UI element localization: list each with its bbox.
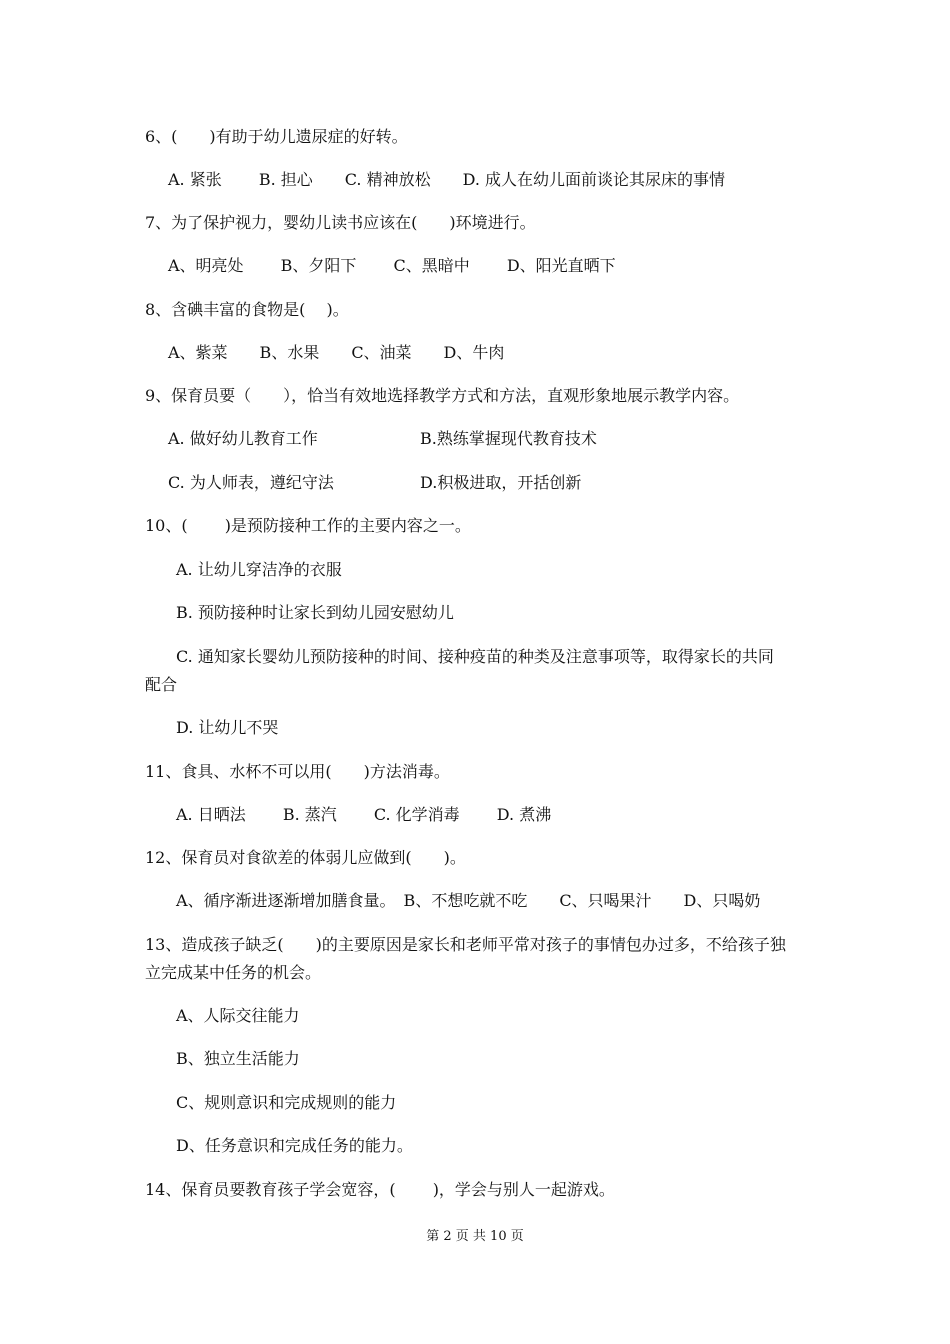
question-12-options: A、循序渐进逐渐增加膳食量。 B、不想吃就不吃 C、只喝果汁 D、只喝奶	[176, 891, 761, 910]
question-13-option-d: D、任务意识和完成任务的能力。	[176, 1136, 413, 1155]
question-10-option-b: B. 预防接种时让家长到幼儿园安慰幼儿	[176, 603, 454, 622]
question-14-stem: 14、保育员要教育孩子学会宽容，( )，学会与别人一起游戏。	[145, 1180, 615, 1199]
question-9-stem: 9、保育员要（ ），恰当有效地选择教学方式和方法，直观形象地展示教学内容。	[145, 386, 740, 405]
question-11-options: A. 日晒法 B. 蒸汽 C. 化学消毒 D. 煮沸	[176, 805, 552, 824]
question-6-options: A. 紧张 B. 担心 C. 精神放松 D. 成人在幼儿面前谈论其尿床的事情	[168, 170, 726, 189]
question-9-option-a: A. 做好幼儿教育工作	[168, 429, 318, 448]
question-7-stem: 7、为了保护视力，婴幼儿读书应该在( )环境进行。	[145, 213, 536, 232]
question-11-stem: 11、食具、水杯不可以用( )方法消毒。	[145, 762, 450, 781]
question-8-stem: 8、含碘丰富的食物是( )。	[145, 300, 349, 319]
question-6-stem: 6、( )有助于幼儿遗尿症的好转。	[145, 127, 408, 146]
question-9-option-d: D.积极进取，开括创新	[420, 473, 582, 492]
question-13-stem-line1: 13、造成孩子缺乏( )的主要原因是家长和老师平常对孩子的事情包办过多，不给孩子独	[145, 935, 786, 954]
question-13-option-b: B、独立生活能力	[176, 1049, 300, 1068]
question-10-option-c-line1: C. 通知家长婴幼儿预防接种的时间、接种疫苗的种类及注意事项等，取得家长的共同	[176, 647, 774, 666]
question-12-stem: 12、保育员对食欲差的体弱儿应做到( )。	[145, 848, 466, 867]
question-8-options: A、紫菜 B、水果 C、油菜 D、牛肉	[168, 343, 505, 362]
question-7-options: A、明亮处 B、夕阳下 C、黑暗中 D、阳光直晒下	[168, 256, 616, 275]
question-13-stem-line2: 立完成某中任务的机会。	[145, 963, 322, 982]
question-9-option-c: C. 为人师表，遵纪守法	[168, 473, 334, 492]
question-10-option-d: D. 让幼儿不哭	[176, 718, 279, 737]
question-10-stem: 10、( )是预防接种工作的主要内容之一。	[145, 516, 471, 535]
question-10-option-a: A. 让幼儿穿洁净的衣服	[176, 560, 342, 579]
page-footer: 第 2 页 共 10 页	[426, 1229, 524, 1244]
question-9-option-b: B.熟练掌握现代教育技术	[420, 429, 597, 448]
question-13-option-c: C、规则意识和完成规则的能力	[176, 1093, 397, 1112]
question-13-option-a: A、人际交往能力	[176, 1006, 300, 1025]
question-10-option-c-line2: 配合	[145, 675, 178, 694]
